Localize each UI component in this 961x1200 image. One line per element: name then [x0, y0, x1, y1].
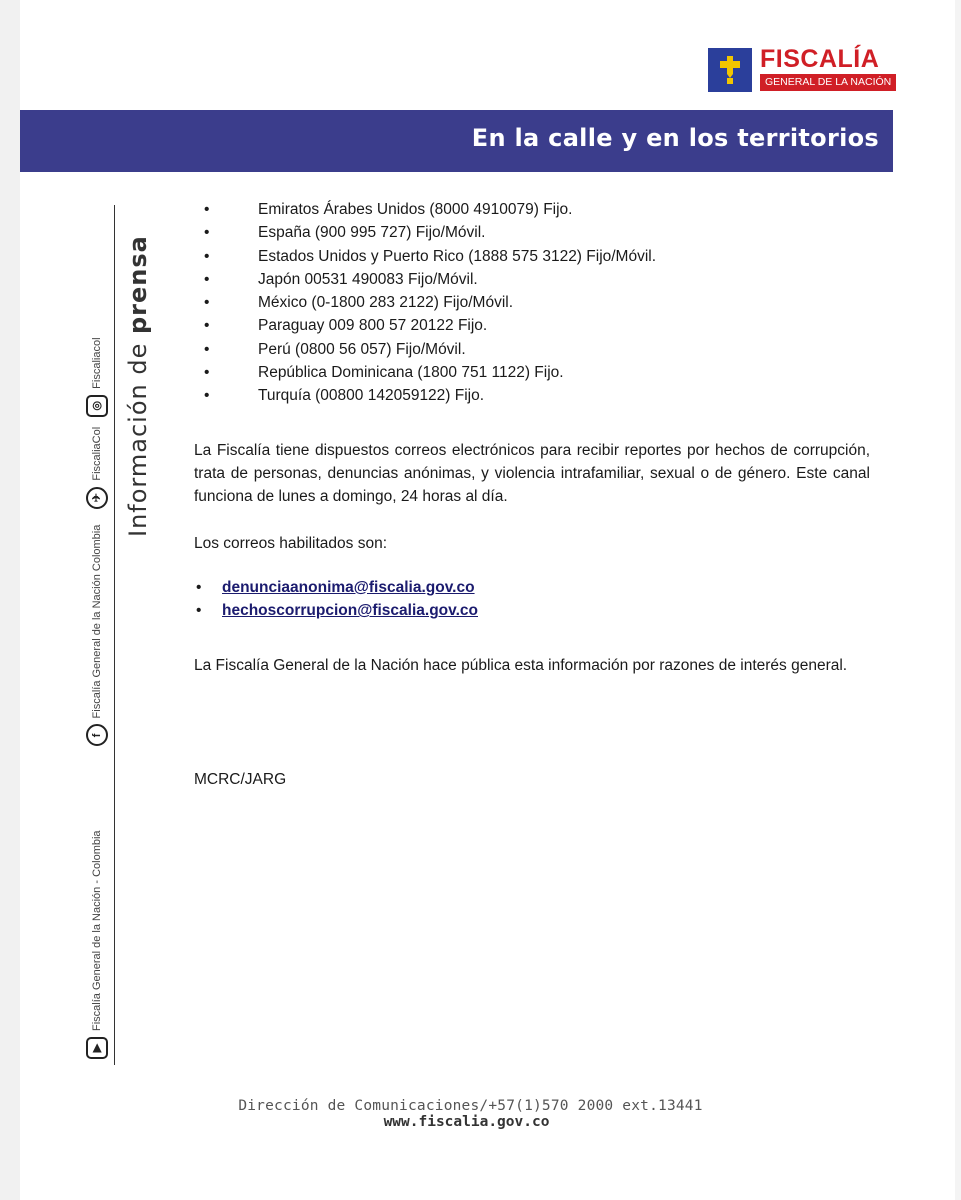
list-item: • México (0-1800 283 2122) Fijo/Móvil. [204, 294, 514, 312]
facebook-handle: Fiscalía General de la Nación Colombia [91, 524, 103, 719]
list-item: • Estados Unidos y Puerto Rico (1888 575 3122) Fijo/Móvil. [204, 247, 657, 265]
list-item: • Japón 00531 490083 Fijo/Móvil. [204, 270, 478, 288]
list-item: • hechoscorrupcion@fiscalia.gov.co [196, 602, 478, 620]
logo-subtitle: GENERAL DE LA NACIÓN [760, 74, 896, 91]
phone-list [194, 198, 870, 408]
social-strip [84, 205, 110, 1065]
paragraph-emails-intro: La Fiscalía tiene dispuestos correos electrónicos para recibir reportes por hechos de corrupción, trata de personas, denuncias anónimas, y violencia intrafamiliar, sexual o de género. Este canal funciona de lunes a domingo, 24 horas al día. [194, 441, 870, 506]
youtube-handle: Fiscalía General de la Nación - Colombia [91, 830, 103, 1031]
list-item: • Turquía (00800 142059122) Fijo. [204, 387, 485, 405]
footer-website[interactable]: www.fiscalia.gov.co [383, 1114, 550, 1130]
press-info-bold: prensa [124, 235, 152, 335]
paragraph-emails-label: Los correos habilitados son: [194, 534, 388, 552]
press-info-label [124, 235, 152, 537]
list-item: • España (900 995 727) Fijo/Móvil. [204, 224, 486, 242]
sidebar-divider [114, 205, 115, 1065]
signature: MCRC/JARG [194, 770, 287, 788]
twitter-icon[interactable]: ✈ [86, 487, 108, 509]
twitter-handle: FiscaliaCol [91, 426, 103, 481]
email-link-corrupcion[interactable]: hechoscorrupcion@fiscalia.gov.co [222, 602, 478, 620]
logo-title: FISCALÍA [760, 45, 880, 73]
email-list [194, 576, 870, 623]
header-banner [20, 110, 893, 172]
page-edge-left [0, 0, 20, 1200]
instagram-icon[interactable]: ◎ [86, 395, 108, 417]
list-item: • Paraguay 009 800 57 20122 Fijo. [204, 317, 488, 335]
list-item: • denunciaanonima@fiscalia.gov.co [196, 578, 475, 596]
paragraph-closing: La Fiscalía General de la Nación hace pública esta información por razones de interés general. [194, 657, 848, 675]
fiscalia-logo [708, 45, 894, 94]
shield-icon [720, 56, 740, 84]
instagram-handle: Fiscaliacol [91, 337, 103, 389]
page-edge-right [955, 0, 961, 1200]
banner-text: En la calle y en los territorios [471, 124, 879, 152]
facebook-icon[interactable]: f [86, 724, 108, 746]
press-info-light: Información de [124, 334, 152, 537]
emblem-icon [708, 48, 752, 92]
email-link-denuncia[interactable]: denunciaanonima@fiscalia.gov.co [222, 578, 475, 596]
youtube-icon[interactable]: ▶ [86, 1037, 108, 1059]
list-item: • República Dominicana (1800 751 1122) Fijo. [204, 364, 564, 382]
list-item: • Perú (0800 56 057) Fijo/Móvil. [204, 340, 466, 358]
list-item: • Emiratos Árabes Unidos (8000 4910079) Fijo. [204, 201, 573, 218]
footer-contact: Dirección de Comunicaciones/+57(1)570 2000 ext.13441 [238, 1098, 703, 1114]
press-release-body [194, 198, 870, 791]
